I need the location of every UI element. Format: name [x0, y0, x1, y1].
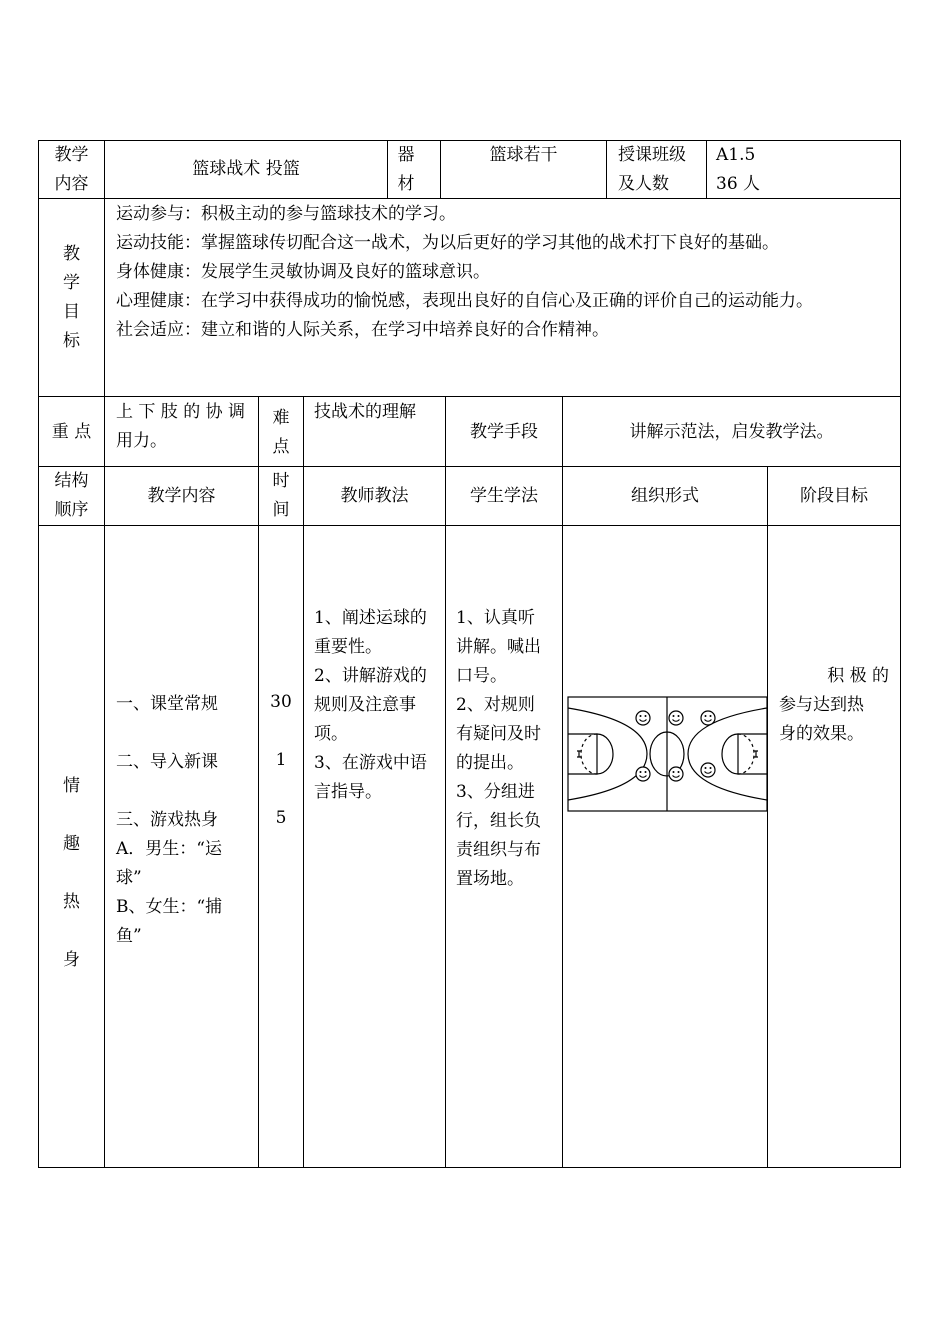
method-value: 讲解示范法，启发教学法。	[629, 422, 834, 442]
objectives-list	[116, 200, 896, 345]
difficulty-value: 技战术的理解	[314, 402, 416, 422]
key-value: 上 下 肢 的 协 调 用力。	[116, 402, 246, 451]
stage-label: 情 趣 热 身	[63, 776, 80, 970]
content-label: 教学 内容	[54, 145, 89, 194]
objective-item: 运动参与：积极主动的参与篮球技术的学习。	[116, 204, 456, 224]
key-label: 重 点	[51, 422, 92, 442]
smiley-icon	[636, 711, 650, 725]
col-goal: 阶段目标	[800, 486, 868, 506]
player-smileys	[636, 711, 715, 781]
section-student: 1、认真听 讲解。喊出 口号。 2、对规则 有疑问及时 的提出。 3、分组进 行，组长负 责组织与布 置场地。	[456, 608, 541, 889]
objective-item: 社会适应：建立和谐的人际关系，在学习中培养良好的合作精神。	[116, 320, 609, 340]
class-value: A1.5 36 人	[716, 145, 761, 194]
smiley-icon	[636, 767, 650, 781]
right-three-point-line	[688, 708, 767, 800]
objective-item: 身体健康：发展学生灵敏协调及良好的篮球意识。	[116, 262, 490, 282]
section-goal: 积 极 的 参与达到热 身的效果。	[779, 666, 889, 744]
left-three-point-line	[568, 708, 647, 800]
col-teacher: 教师教法	[340, 486, 409, 506]
equipment-value: 篮球若干	[489, 145, 558, 165]
col-time: 时 间	[272, 471, 290, 520]
smiley-icon	[701, 763, 715, 777]
smiley-icon	[669, 767, 683, 781]
class-label: 授课班级 及人数	[618, 145, 686, 194]
section-content: 一、课堂常规 二、导入新课 三、游戏热身 A．男生：“运 球” B、女生：“捕 鱼”	[116, 694, 223, 946]
col-structure: 结构 顺序	[54, 471, 89, 520]
equipment-label: 器 材	[397, 145, 415, 194]
section-times: 30 1 5	[270, 692, 292, 828]
col-organization: 组织形式	[631, 486, 699, 506]
objectives-label: 教 学 目 标	[63, 244, 80, 351]
difficulty-label: 难 点	[272, 408, 290, 457]
content-value: 篮球战术 投篮	[192, 159, 300, 179]
section-teacher: 1、阐述运球的 重要性。 2、讲解游戏的 规则及注意事 项。 3、在游戏中语 言指导。	[314, 608, 427, 802]
court-diagram	[567, 696, 768, 813]
smiley-icon	[669, 711, 683, 725]
objective-item: 心理健康：在学习中获得成功的愉悦感，表现出良好的自信心及正确的评价自己的运动能力。	[116, 291, 813, 311]
smiley-icon	[701, 711, 715, 725]
col-student: 学生学法	[470, 486, 538, 506]
objective-item: 运动技能：掌握篮球传切配合这一战术，为以后更好的学习其他的战术打下良好的基础。	[116, 233, 779, 253]
method-label: 教学手段	[470, 422, 538, 442]
col-content: 教学内容	[147, 486, 216, 506]
